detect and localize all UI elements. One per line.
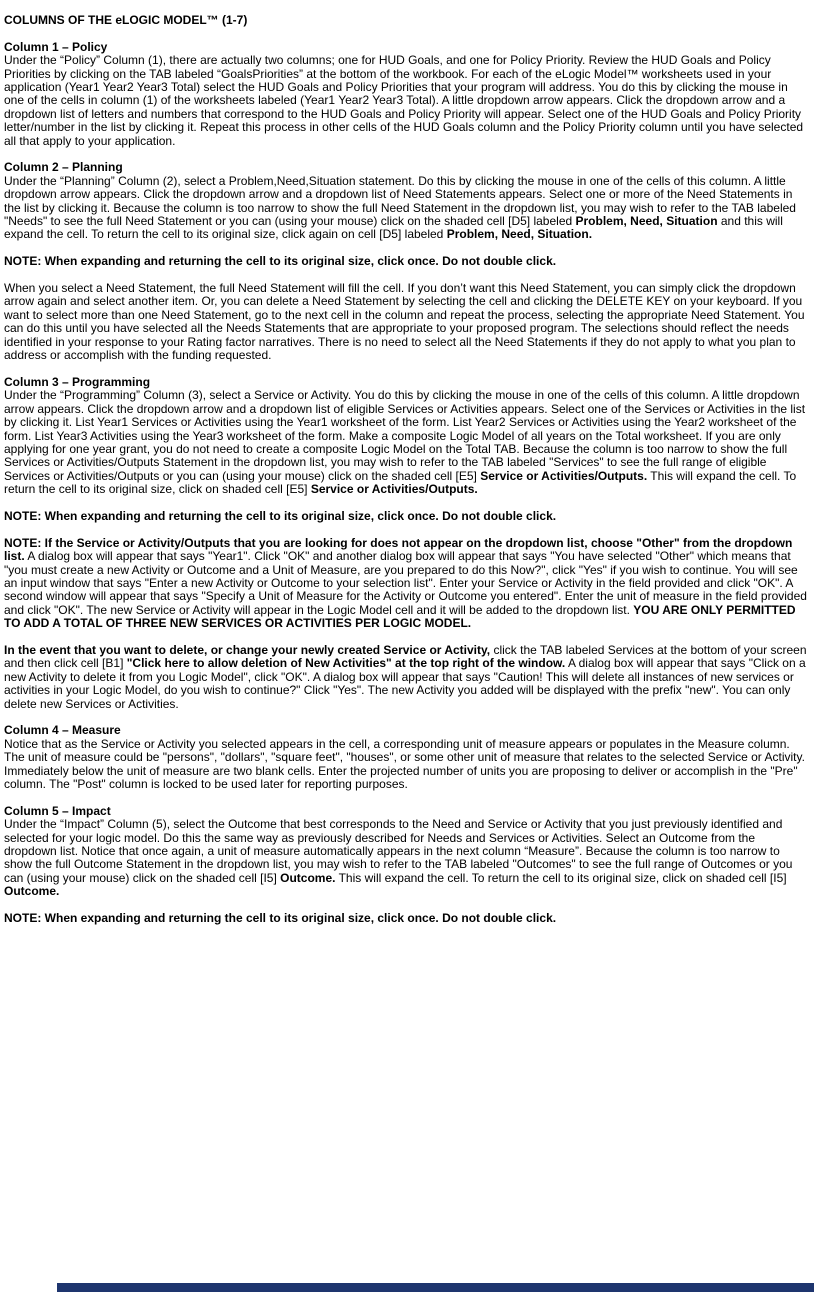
doc-title bbox=[4, 14, 810, 27]
delete-new-activity bbox=[4, 644, 810, 711]
text-run: This will expand the cell. To return the cell to its original size, click on shaded cell [I5] bbox=[335, 870, 787, 885]
text-run: NOTE: When expanding and returning the cell to its original size, click once. Do not double click. bbox=[4, 508, 557, 523]
column-5-heading bbox=[4, 805, 810, 818]
text-run: Column 3 – Programming bbox=[4, 374, 151, 389]
text-run: This will expand the cell. To return the cell to its original size, click on shaded cell [E5] bbox=[4, 468, 797, 497]
note-expand-1 bbox=[4, 255, 810, 268]
text-run: YOU ARE ONLY PERMITTED TO ADD A TOTAL OF THREE NEW SERVICES OR ACTIVITIES PER LOGIC MODEL. bbox=[4, 602, 796, 631]
text-run: NOTE: When expanding and returning the cell to its original size, click once. Do not double click. bbox=[4, 911, 557, 926]
text-run: Under the “Policy” Column (1), there are actually two columns; one for HUD Goals, and one for Policy Priority. Review the HUD Goals and Policy Priorities by clicking on the TAB labeled “GoalsPriorities” at the bottom of the workbook. For each of the eLogic Model™ worksheets used in your application (Year1 Year2 Year3 Total) select the HUD Goals and Policy Priorities that your program will address. You do this by clicking the mouse in one of the cells in column (1) of the worksheets labeled (Year1 Year2 Year3 Total). A little dropdown arrow appears. Click the dropdown arrow and a dropdown list of letters and numbers that correspond to the HUD Goals and Policy Priority will appear. Select one of the HUD Goals and Policy Priority letter/number in the list by clicking it. Repeat this process in other cells of the HUD Goals column and the Policy Priority column until you have selected all that apply to your application. bbox=[4, 53, 804, 148]
column-3-heading bbox=[4, 376, 810, 389]
text-run: Under the “Planning” Column (2), select a Problem,Need,Situation statement. Do this by clicking the mouse in one of the cells of this column. A little dropdown arrow appears. Click the dropdown arrow and a dropdown list of Need Statements appears. Select one or more of the Need Statements in the list by clicking it. Because the column is too narrow to show the full Need Statement in the dropdown list, you may wish to refer to the TAB labeled "Needs" to see the full Need Statement or you can (using your mouse) click on the shaded cell [D5] labeled bbox=[4, 173, 796, 229]
text-run: Problem, Need, Situation. bbox=[446, 227, 593, 242]
text-run: click the TAB labeled Services at the bottom of your screen and then click cell [B1] bbox=[4, 642, 807, 671]
text-run: Notice that as the Service or Activity you selected appears in the cell, a corresponding unit of measure appears or populates in the Measure column. The unit of measure could be "persons", "dollars", "square feet", "houses", or some other unit of measure that relates to the selected Service or Activity. Immediately below the unit of measure are two blank cells. Enter the projected number of units you are proposing to deliver or accomplish in the "Pre" column. The "Post" column is locked to be used later for reporting purposes. bbox=[4, 736, 805, 792]
text-run: When you select a Need Statement, the full Need Statement will fill the cell. If you don’t want this Need Statement, you can simply click the dropdown arrow again and select another item. Or, you can delete a Need Statement by selecting the cell and clicking the DELETE KEY on your keyboard. If you want to select more than one Need Statement, go to the next cell in the column and repeat the process, selecting the appropriate Need Statement. You can do this until you have selected all the Needs Statements that are appropriate to your proposed program. The selections should reflect the needs identified in your response to your Rating factor narratives. There is no need to select all the Need Statements if they do not apply to what you plan to address or accomplish with the funding requested. bbox=[4, 281, 805, 363]
column-1-heading bbox=[4, 41, 810, 54]
note-expand-3 bbox=[4, 912, 810, 925]
text-run: Column 1 – Policy bbox=[4, 39, 108, 54]
document-body bbox=[4, 14, 810, 925]
text-run: Under the “Programming” Column (3), select a Service or Activity. You do this by clicking the mouse in one of the cells of this column. A little dropdown arrow appears. Click the dropdown arrow and a dropdown list of eligible Services or Activities appears. Select one of the Services or Activities in the list by clicking it. List Year1 Services or Activities using the Year1 worksheet of the form. List Year2 Services or Activities using the Year2 worksheet of the form. List Year3 Activities using the Year3 worksheet of the form. Make a composite Logic Model of all years on the Total worksheet. If you are only applying for one year grant, you do not need to create a composite Logic Model on the Total TAB. Because the column is too narrow to show the full Services or Activities/Outputs Statement in the dropdown list, you may wish to refer to the TAB labeled "Services" to see the full range of eligible Services or Activities/Outputs or you can (using your mouse) click on the shaded cell [E5] bbox=[4, 388, 806, 483]
text-run: NOTE: If the Service or Activity/Outputs that you are looking for does not appear on the dropdown list, choose "Other" from the dropdown list. bbox=[4, 535, 793, 564]
text-run: NOTE: When expanding and returning the cell to its original size, click once. Do not double click. bbox=[4, 254, 557, 269]
bottom-bar bbox=[57, 1283, 814, 1292]
column-3-body bbox=[4, 389, 810, 496]
need-statement-tips bbox=[4, 282, 810, 362]
text-run: Column 2 – Planning bbox=[4, 160, 123, 175]
text-run: In the event that you want to delete, or change your newly created Service or Activity, bbox=[4, 642, 491, 657]
text-run: and this will expand the cell. To return the cell to its original size, click again on cell [D5] labeled bbox=[4, 214, 783, 242]
column-2-heading bbox=[4, 161, 810, 174]
column-5-body bbox=[4, 818, 810, 898]
text-run: Column 4 – Measure bbox=[4, 723, 121, 738]
text-run: Outcome. bbox=[280, 870, 336, 885]
note-expand-2 bbox=[4, 510, 810, 523]
column-1-body bbox=[4, 54, 810, 148]
text-run: "Click here to allow deletion of New Activities" at the top right of the window. bbox=[126, 656, 566, 671]
text-run: Problem, Need, Situation bbox=[575, 214, 718, 229]
text-run: Outcome. bbox=[4, 884, 60, 899]
text-run: COLUMNS OF THE eLOGIC MODEL™ (1-7) bbox=[4, 13, 248, 27]
text-run: Service or Activities/Outputs. bbox=[310, 482, 478, 497]
text-run: A dialog box will appear that says "Year1". Click "OK" and another dialog box will appear that says "You have selected "Other" which means that "you must create a new Activity or Outcome and a Unit of Measure, are you prepared to do this Now?", click "Yes" if you wish to continue. You will see an input window that says "Enter a new Activity or Outcome to your selection list". Enter your Service or Activity in the field provided and click "OK". A second window will appear that says "Specify a Unit of Measure for the Activity or Outcome you entered". Enter the unit of measure in the field provided and click "OK". The new Service or Activity will appear in the Logic Model cell and it will be added to the dropdown list. bbox=[4, 549, 807, 617]
text-run: Service or Activities/Outputs. bbox=[480, 468, 648, 483]
column-2-body bbox=[4, 175, 810, 242]
column-4-body bbox=[4, 738, 810, 792]
other-option-note bbox=[4, 537, 810, 631]
text-run: Under the “Impact” Column (5), select the Outcome that best corresponds to the Need and Service or Activity that you just previously identified and selected for your logic model. Do this the same way as previously described for Needs and Services or Activities. Select an Outcome from the dropdown list. Notice that once again, a unit of measure automatically appears in the next column “Measure”. Because the column is too narrow to show the full Outcome Statement in the dropdown list, you may wish to refer to the TAB labeled "Outcomes" to see the full range of Outcomes or you can (using your mouse) click on the shaded cell [I5] bbox=[4, 817, 793, 885]
text-run: A dialog box will appear that says "Click on a new Activity to delete it from you Logic Model", click "OK". A dialog box will appear that says "Caution! This will delete all instances of new services or activities in your Logic Model, do you wish to continue?" Click "Yes". The new Activity you added will be displayed with the prefix "new". You can only delete new Services or Activities. bbox=[4, 656, 806, 711]
text-run: Column 5 – Impact bbox=[4, 803, 111, 818]
column-4-heading bbox=[4, 724, 810, 737]
